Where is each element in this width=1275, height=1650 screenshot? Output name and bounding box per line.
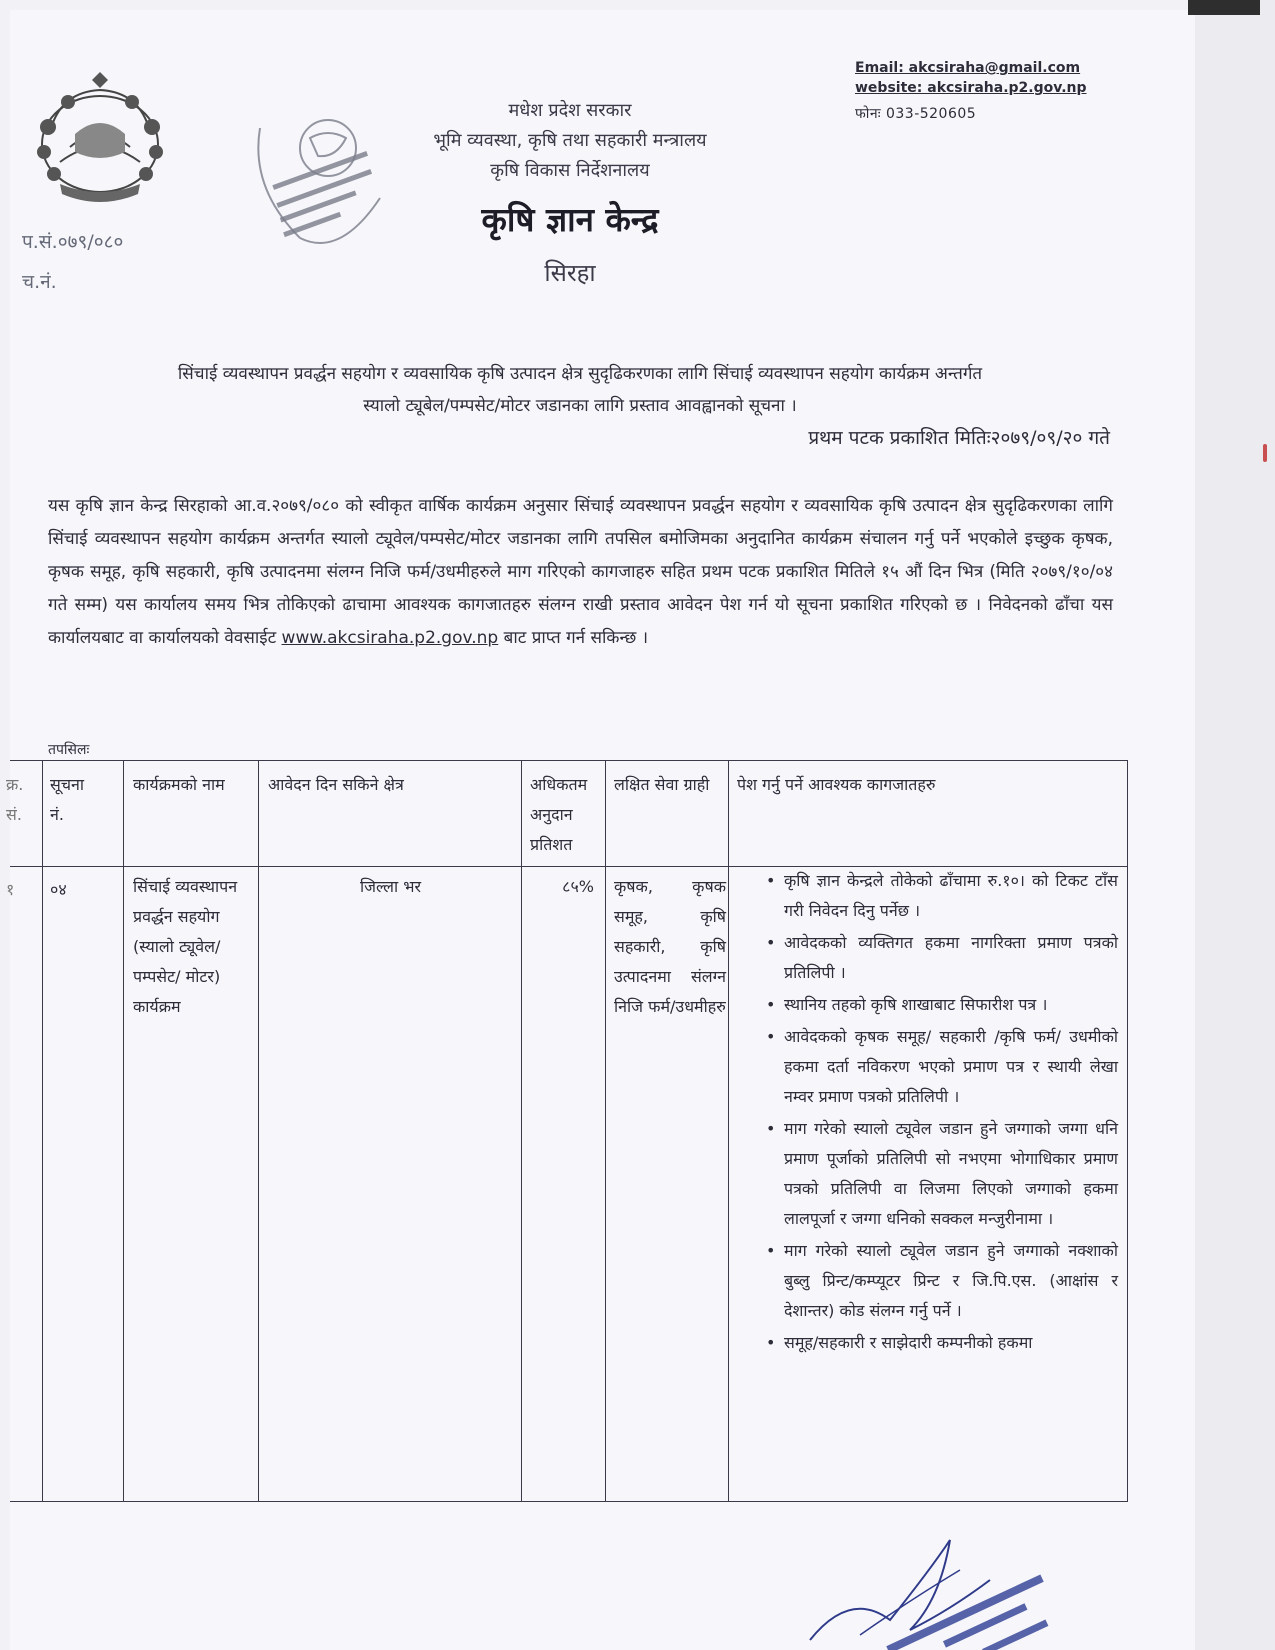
row-notice-no: ०४ (50, 880, 67, 899)
notice-subject (50, 358, 1110, 422)
signature-stamp (790, 1510, 1090, 1650)
document-item: • माग गरेको स्यालो ट्यूवेल जडान हुने जग्गाको जग्गा धनि प्रमाण पूर्जाको प्रतिलिपी सो नभएमा भोगाधिकार प्रमाण पत्रको प्रतिलिपी वा लिजमा लिएको जग्गाको हकमा लालपूर्जा र जग्गा धनिको सक्कल मन्जुरीनामा । (760, 1114, 1118, 1234)
header-directorate: कृषि विकास निर्देशनालय (490, 160, 650, 181)
body-text: यस कृषि ज्ञान केन्द्र सिरहाको आ.व.२०७९/०८० को स्वीकृत वार्षिक कार्यक्रम अनुसार सिंचाई व्यवस्थापन प्रवर्द्धन सहयोग र व्यवसायिक कृषि उत्पादन क्षेत्र सुदृढिकरणका लागि सिंचाई व्यवस्थापन सहयोग कार्यक्रम अन्तर्गत स्यालो ट्यूवेल/पम्पसेट/मोटर जडानका लागि तपसिल बमोजिमका अनुदानित कार्यक्रम संचालन गर्नु पर्ने भएकोले इच्छुक कृषक, कृषक समूह, कृषि सहकारी, कृषि उत्पादनमा संलग्न निजि फर्म/उधमीहरुले माग गरिएको कागजाहरु सहित प्रथम पटक प्रकाशित मितिले १५ औं दिन भित्र (मिति २०७९/१०/०४ गते सम्म) यस कार्यालय समय भित्र तोकिएको ढाचामा आवश्यक कागजातहरु संलग्न राखी प्रस्ताव आवेदन पेश गर्न यो सूचना प्रकाशित गरिएको छ । निवेदनको ढाँचा यस कार्यालयबाट वा कार्यालयको वेवसाईट (48, 496, 1113, 648)
header-ministry: भूमि व्यवस्था, कृषि तथा सहकारी मन्त्रालय (433, 130, 707, 151)
subject-line-2: स्यालो ट्यूबेल/पम्पसेट/मोटर जडानका लागि प्रस्ताव आवह्वानको सूचना । (363, 396, 797, 416)
scan-edge (1188, 0, 1260, 15)
reference-number: प.सं.०७९/०८० (22, 231, 124, 253)
details-label: तपसिलः (48, 742, 90, 758)
th-notice-no: सूचना नं. (50, 775, 85, 824)
document-item: • स्थानिय तहको कृषि शाखाबाट सिफारीश पत्र । (760, 990, 1118, 1020)
document-item: • आवेदकको व्यक्तिगत हकमा नागरिक्ता प्रमाण पत्रको प्रतिलिपी । (760, 928, 1118, 988)
website-link[interactable]: www.akcsiraha.p2.gov.np (281, 628, 499, 648)
th-sn: क्र. सं. (6, 775, 24, 824)
row-sn: १ (6, 880, 15, 899)
header-office-name: कृषि ज्ञान केन्द्र (481, 200, 659, 239)
document-item: • कृषि ज्ञान केन्द्रले तोकेको ढाँचामा रु.१०। को टिकट टाँस गरी निवेदन दिनु पर्नेछ । (760, 866, 1118, 926)
publication-date: प्रथम पटक प्रकाशित मितिः२०७९/०९/२० गते (808, 427, 1110, 449)
row-max-grant: ८५% (562, 877, 594, 896)
table-divider (123, 761, 124, 1501)
row-target-beneficiary: कृषक, कृषक समूह, कृषि सहकारी, कृषि उत्पादनमा संलग्न निजि फर्म/उधमीहरु (614, 877, 726, 1016)
document-item: • आवेदकको कृषक समूह/ सहकारी /कृषि फर्म/ उधमीको हकमा दर्ता नविकरण भएको प्रमाण पत्र र स्थायी लेखा नम्वर प्रमाण पत्रको प्रतिलिपी । (760, 1022, 1118, 1112)
nepal-government-emblem (20, 72, 180, 212)
th-program-name: कार्यक्रमको नाम (133, 775, 225, 794)
th-required-documents: पेश गर्नु पर्ने आवश्यक कागजातहरु (737, 775, 936, 794)
dispatch-number: च.नं. (22, 271, 57, 293)
scan-mark (1263, 444, 1267, 462)
header-province-government: मधेश प्रदेश सरकार (508, 100, 632, 121)
page-edge (1195, 0, 1275, 1650)
body-text-end: बाट प्राप्त गर्न सकिन्छ । (503, 628, 649, 648)
table-divider (42, 761, 43, 1501)
th-eligible-area: आवेदन दिन सकिने क्षेत्र (268, 775, 404, 794)
header-district: सिरहा (544, 259, 596, 287)
contact-website: website: akcsiraha.p2.gov.np (855, 80, 1087, 96)
contact-email: Email: akcsiraha@gmail.com (855, 60, 1081, 76)
table-divider (728, 761, 729, 1501)
table-divider (605, 761, 606, 1501)
table-divider (521, 761, 522, 1501)
subject-line-1: सिंचाई व्यवस्थापन प्रवर्द्धन सहयोग र व्यवसायिक कृषि उत्पादन क्षेत्र सुदृढिकरणका लागि सिंचाई व्यवस्थापन सहयोग कार्यक्रम अन्तर्गत (177, 364, 983, 384)
th-max-grant: अधिकतम अनुदान प्रतिशत (530, 775, 588, 854)
required-documents-list (760, 866, 1118, 1360)
document-item: • समूह/सहकारी र साझेदारी कम्पनीको हकमा (760, 1328, 1118, 1358)
notice-body (48, 490, 1113, 655)
th-target-beneficiary: लक्षित सेवा ग्राही (614, 775, 710, 794)
contact-phone: फोनः 033-520605 (855, 106, 977, 122)
row-program-name: सिंचाई व्यवस्थापन प्रवर्द्धन सहयोग (स्यालो ट्यूवेल/पम्पसेट/ मोटर) कार्यक्रम (133, 877, 238, 1016)
document-item: • माग गरेको स्यालो ट्यूवेल जडान हुने जग्गाको नक्शाको बुब्लु प्रिन्ट/कम्प्यूटर प्रिन्ट र जि.पि.एस. (आक्षांस र देशान्तर) कोड संलग्न गर्नु पर्ने । (760, 1236, 1118, 1326)
row-eligible-area: जिल्ला भर (359, 877, 422, 896)
